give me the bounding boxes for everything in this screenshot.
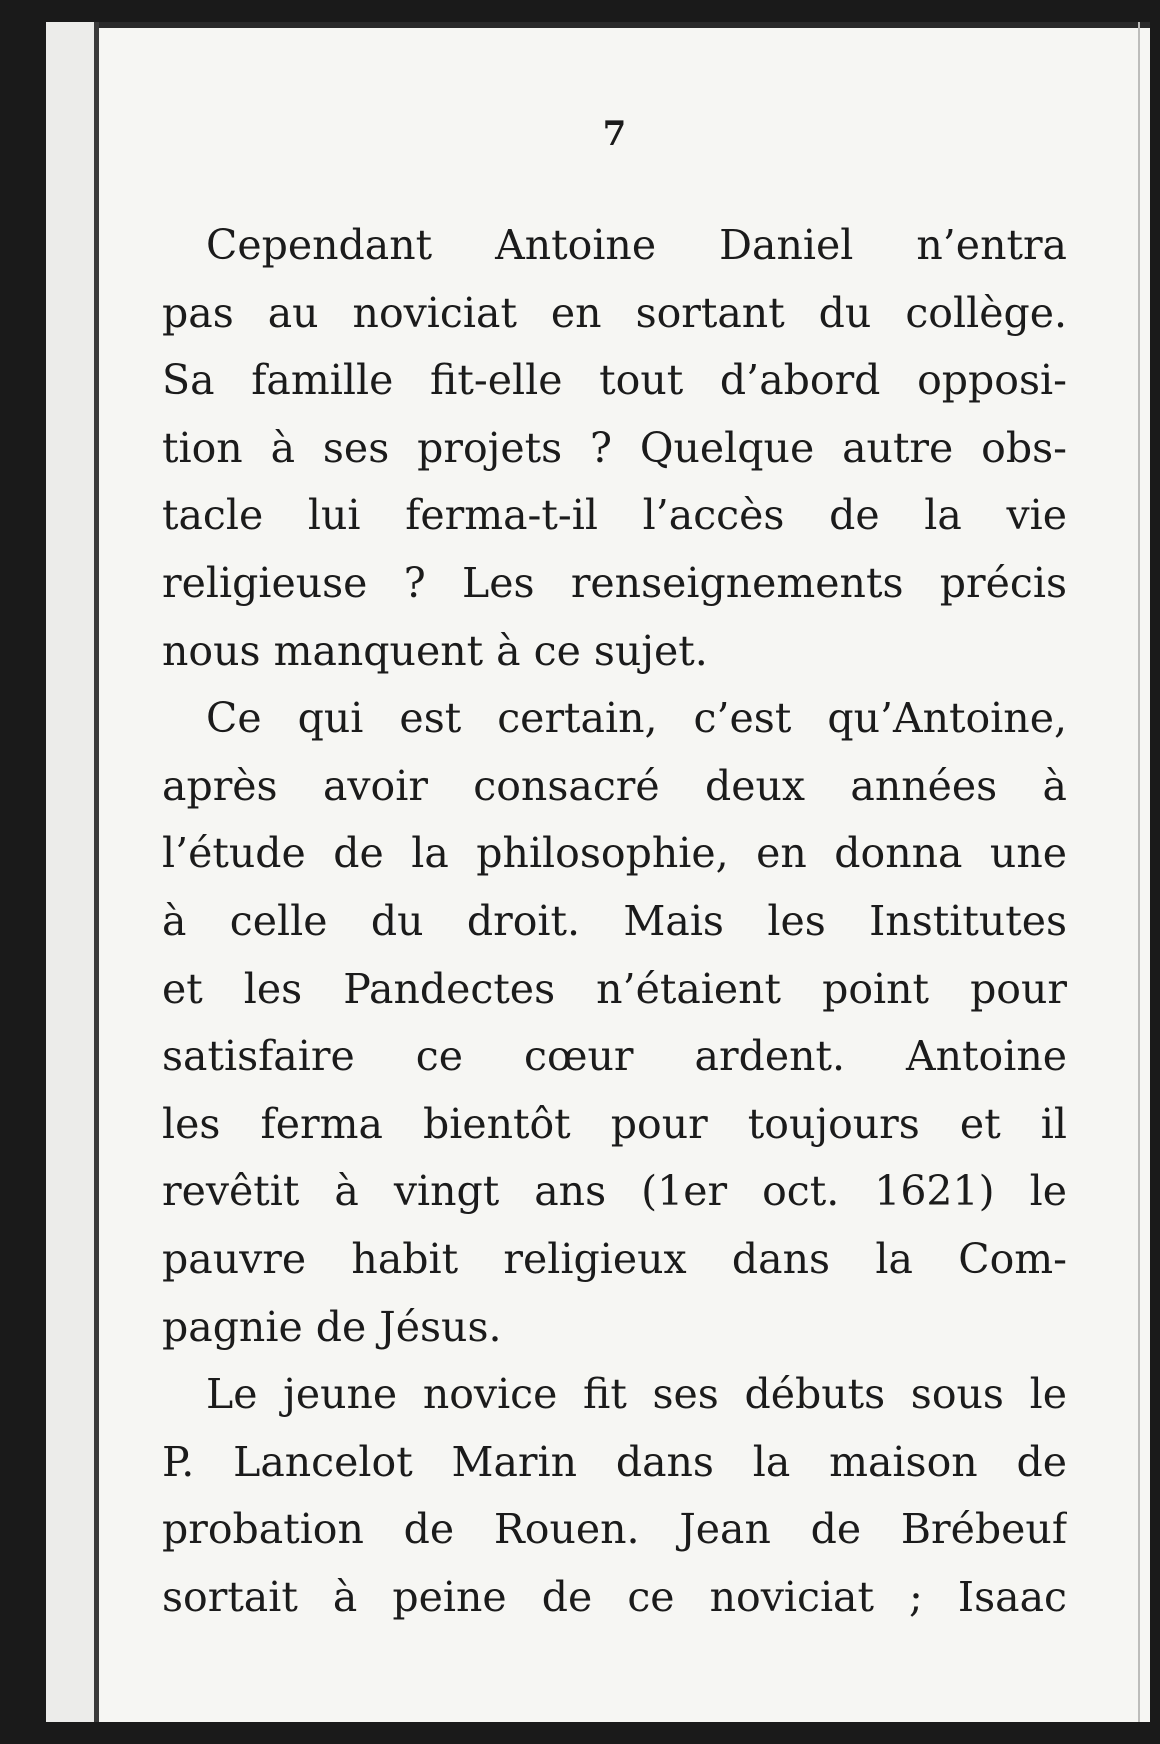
text-line: Le jeune novice fit ses débuts sous le: [206, 1370, 1067, 1419]
text-line: Ce qui est certain, c’est qu’Antoine,: [206, 694, 1067, 743]
text-line: Sa famille fit-elle tout d’abord opposi-: [162, 356, 1067, 405]
right-edge-rule: [1138, 22, 1140, 1722]
text-line: satisfaire ce cœur ardent. Antoine: [162, 1032, 1067, 1081]
text-line: tacle lui ferma-t-il l’accès de la vie: [162, 491, 1067, 540]
paragraph-2: [162, 685, 1067, 1361]
book-page: [46, 22, 1150, 1722]
paragraph-1: [162, 212, 1067, 685]
top-scan-shadow: [46, 22, 1150, 28]
text-line: tion à ses projets ? Quelque autre obs-: [162, 423, 1067, 472]
text-line: probation de Rouen. Jean de Brébeuf: [162, 1505, 1067, 1554]
text-line: nous manquent à ce sujet.: [162, 626, 708, 675]
text-line: pagnie de Jésus.: [162, 1302, 502, 1351]
page-gutter: [46, 22, 98, 1722]
gutter-rule: [94, 22, 99, 1722]
page-number: 7: [602, 114, 627, 154]
text-line: pas au noviciat en sortant du collège.: [162, 288, 1067, 337]
text-line: et les Pandectes n’étaient point pour: [162, 964, 1067, 1013]
text-line: après avoir consacré deux années à: [162, 761, 1067, 810]
text-line: religieuse ? Les renseignements précis: [162, 558, 1067, 607]
text-line: à celle du droit. Mais les Institutes: [162, 896, 1067, 945]
paragraph-3: [162, 1361, 1067, 1631]
text-line: les ferma bientôt pour toujours et il: [162, 1099, 1067, 1148]
text-block: [162, 114, 1067, 1631]
text-line: Cependant Antoine Daniel n’entra: [206, 221, 1067, 269]
text-line: P. Lancelot Marin dans la maison de: [162, 1437, 1067, 1486]
text-line: revêtit à vingt ans (1er oct. 1621) le: [162, 1167, 1067, 1216]
text-line: l’étude de la philosophie, en donna une: [162, 829, 1067, 878]
text-line: pauvre habit religieux dans la Com-: [162, 1234, 1067, 1283]
text-line: sortait à peine de ce noviciat ; Isaac: [162, 1572, 1067, 1621]
